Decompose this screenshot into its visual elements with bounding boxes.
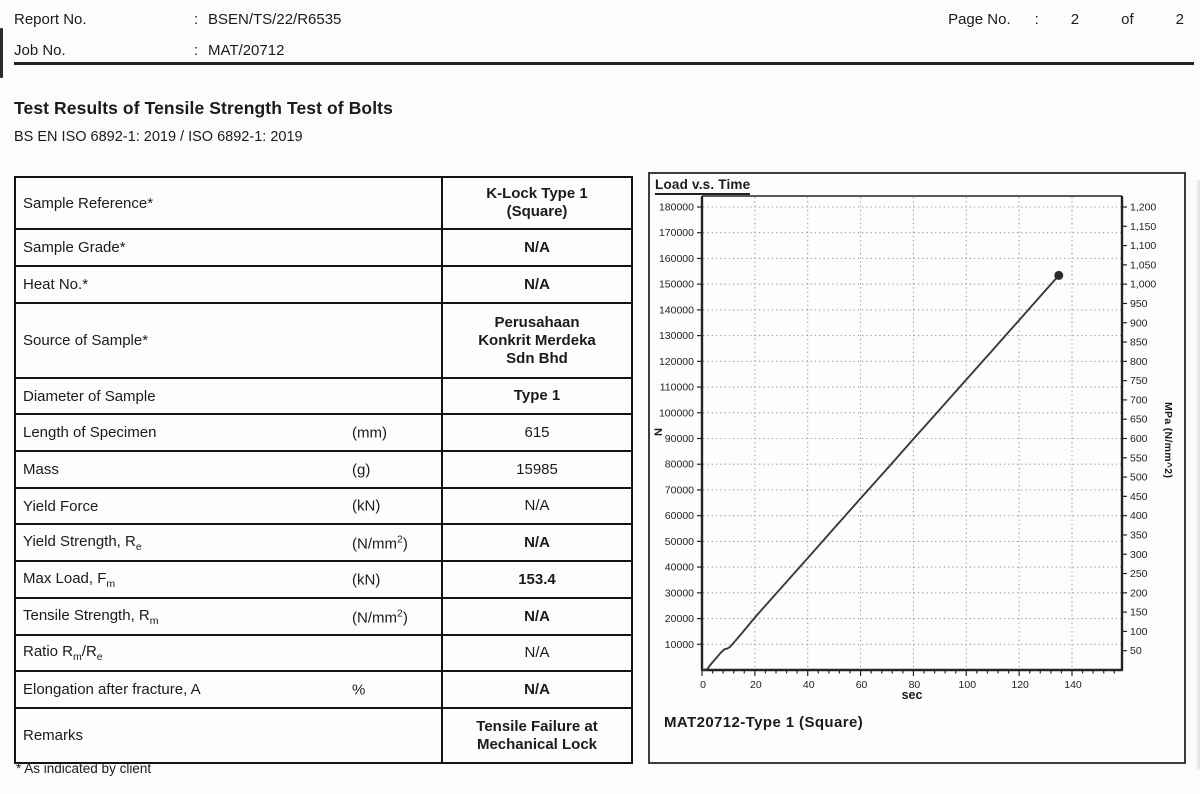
svg-text:1,200: 1,200 [1130, 201, 1157, 214]
row-value: N/A [524, 644, 550, 661]
svg-text:30000: 30000 [664, 587, 694, 600]
table-row [16, 636, 631, 672]
chart-y-axis-label-right: MPa (N/mm^2) [1162, 401, 1174, 479]
row-label: Max Load, $F_m$ (kN) [16, 562, 443, 597]
page-number [948, 11, 1184, 28]
svg-text:1,000: 1,000 [1130, 278, 1157, 291]
row-unit: (g) [352, 461, 371, 478]
page-no-label: Page No. [948, 11, 1011, 28]
table-row [16, 599, 631, 636]
row-unit: % [352, 681, 366, 698]
row-label: Heat No.* [16, 267, 443, 302]
svg-text:140000: 140000 [658, 304, 694, 317]
row-label: Sample Reference* [16, 178, 443, 228]
table-row [16, 452, 631, 489]
report-no-label: Report No. [14, 11, 87, 28]
svg-text:100: 100 [1130, 625, 1148, 638]
svg-text:500: 500 [1130, 471, 1148, 484]
row-value: Tensile Failure at Mechanical Lock [476, 717, 598, 753]
chart-y-axis-label-left: N [653, 428, 665, 436]
table-row [16, 672, 631, 709]
row-value: N/A [524, 238, 550, 256]
svg-text:180000: 180000 [658, 201, 694, 214]
svg-text:120: 120 [1011, 679, 1029, 691]
row-label: Diameter of Sample [16, 379, 443, 413]
svg-text:350: 350 [1130, 529, 1148, 542]
svg-text:60000: 60000 [664, 510, 694, 523]
row-label: Length of Specimen (mm) [16, 415, 443, 450]
svg-text:20000: 20000 [664, 613, 694, 626]
scan-artifact-left [0, 28, 3, 78]
scan-artifact-right [1195, 180, 1200, 770]
chart-title: Load v.s. Time [655, 177, 750, 195]
table-row [16, 709, 631, 762]
job-no-row [14, 41, 1194, 61]
svg-text:40: 40 [802, 679, 815, 691]
row-value: 153.4 [518, 570, 556, 588]
svg-text:1,100: 1,100 [1130, 240, 1157, 253]
svg-text:130000: 130000 [658, 330, 694, 343]
svg-text:170000: 170000 [658, 227, 694, 240]
row-value: N/A [524, 533, 550, 551]
svg-text:400: 400 [1130, 510, 1148, 523]
page-current: 2 [1070, 11, 1080, 28]
row-value: Type 1 [513, 387, 561, 404]
svg-text:160000: 160000 [658, 252, 694, 265]
row-label: Elongation after fracture, A % [16, 672, 443, 707]
job-no-value: MAT/20712 [208, 42, 285, 59]
header-divider [14, 62, 1194, 65]
svg-text:60: 60 [855, 679, 868, 691]
table-row [16, 415, 631, 452]
svg-text:450: 450 [1130, 490, 1148, 503]
svg-text:300: 300 [1130, 548, 1148, 561]
svg-text:10000: 10000 [664, 638, 694, 651]
row-value: Perusahaan Konkrit Merdeka Sdn Bhd [478, 313, 596, 367]
svg-text:600: 600 [1130, 433, 1148, 445]
report-no-colon: : [194, 11, 199, 28]
standard-reference: BS EN ISO 6892-1: 2019 / ISO 6892-1: 2019 [14, 129, 303, 145]
table-footnote: * As indicated by client [16, 761, 152, 776]
table-row [16, 267, 631, 304]
svg-text:700: 700 [1130, 394, 1148, 407]
svg-text:120000: 120000 [658, 355, 694, 368]
row-label: Ratio $R_m/R_e$ [16, 636, 443, 670]
svg-text:90000: 90000 [664, 433, 694, 445]
svg-text:40000: 40000 [664, 561, 694, 574]
row-unit: (mm) [352, 424, 387, 441]
svg-text:0: 0 [700, 679, 706, 691]
svg-text:150: 150 [1130, 606, 1148, 619]
table-row [16, 178, 631, 230]
svg-text:750: 750 [1130, 375, 1148, 388]
results-table [14, 176, 633, 764]
row-label: Mass (g) [16, 452, 443, 487]
svg-text:70000: 70000 [664, 484, 694, 497]
svg-text:850: 850 [1130, 336, 1148, 349]
svg-text:140: 140 [1064, 679, 1082, 691]
page-total: 2 [1175, 11, 1184, 28]
table-row [16, 525, 631, 562]
svg-text:650: 650 [1130, 413, 1148, 426]
chart-plot-area [650, 174, 1184, 762]
table-row [16, 304, 631, 379]
row-unit: (kN) [352, 571, 381, 588]
row-value: 615 [524, 423, 550, 441]
row-value: 15985 [516, 460, 558, 478]
row-label: Sample Grade* [16, 230, 443, 265]
table-row [16, 230, 631, 267]
row-value: N/A [524, 680, 550, 698]
svg-text:80000: 80000 [664, 458, 694, 471]
svg-text:110000: 110000 [659, 381, 694, 394]
svg-text:80: 80 [908, 679, 921, 691]
svg-text:100: 100 [958, 679, 977, 691]
svg-text:50: 50 [1130, 645, 1142, 658]
svg-text:200: 200 [1130, 587, 1148, 600]
svg-text:900: 900 [1130, 317, 1148, 330]
report-no-value: BSEN/TS/22/R6535 [208, 11, 342, 28]
chart-caption: MAT20712-Type 1 (Square) [664, 714, 864, 731]
page-no-colon: : [1034, 11, 1039, 28]
svg-text:550: 550 [1130, 452, 1148, 465]
row-label: Source of Sample* [16, 304, 443, 377]
row-label: Yield Force (kN) [16, 489, 443, 523]
svg-text:100000: 100000 [658, 407, 694, 420]
svg-text:250: 250 [1130, 568, 1148, 581]
job-no-colon: : [194, 42, 199, 59]
job-no-label: Job No. [14, 42, 66, 59]
svg-text:50000: 50000 [664, 535, 694, 548]
table-row [16, 562, 631, 599]
svg-text:150000: 150000 [658, 278, 694, 291]
svg-text:950: 950 [1130, 297, 1148, 310]
row-value: K-Lock Type 1 (Square) [486, 185, 588, 220]
load-vs-time-chart [648, 172, 1186, 764]
chart-x-axis-label: sec [901, 688, 923, 702]
row-unit: (kN) [352, 497, 381, 515]
page-of-word: of [1121, 11, 1134, 28]
page-title: Test Results of Tensile Strength Test of Bolts [14, 98, 393, 118]
row-value: N/A [524, 275, 550, 293]
svg-text:20: 20 [750, 679, 762, 691]
row-unit: $(N/mm^2)$ [352, 607, 408, 626]
row-value: N/A [524, 497, 550, 514]
table-row [16, 489, 631, 525]
row-value: N/A [524, 607, 550, 625]
svg-text:1,050: 1,050 [1130, 259, 1157, 272]
row-unit: $(N/mm^2)$ [352, 533, 408, 552]
svg-text:1,150: 1,150 [1130, 220, 1157, 233]
row-label: Remarks [16, 709, 443, 762]
row-label: Tensile Strength, $R_m$ $(N/mm^2)$ [16, 599, 443, 634]
table-row [16, 379, 631, 415]
svg-text:800: 800 [1130, 355, 1148, 368]
row-label: Yield Strength, $R_e$ $(N/mm^2)$ [16, 525, 443, 560]
